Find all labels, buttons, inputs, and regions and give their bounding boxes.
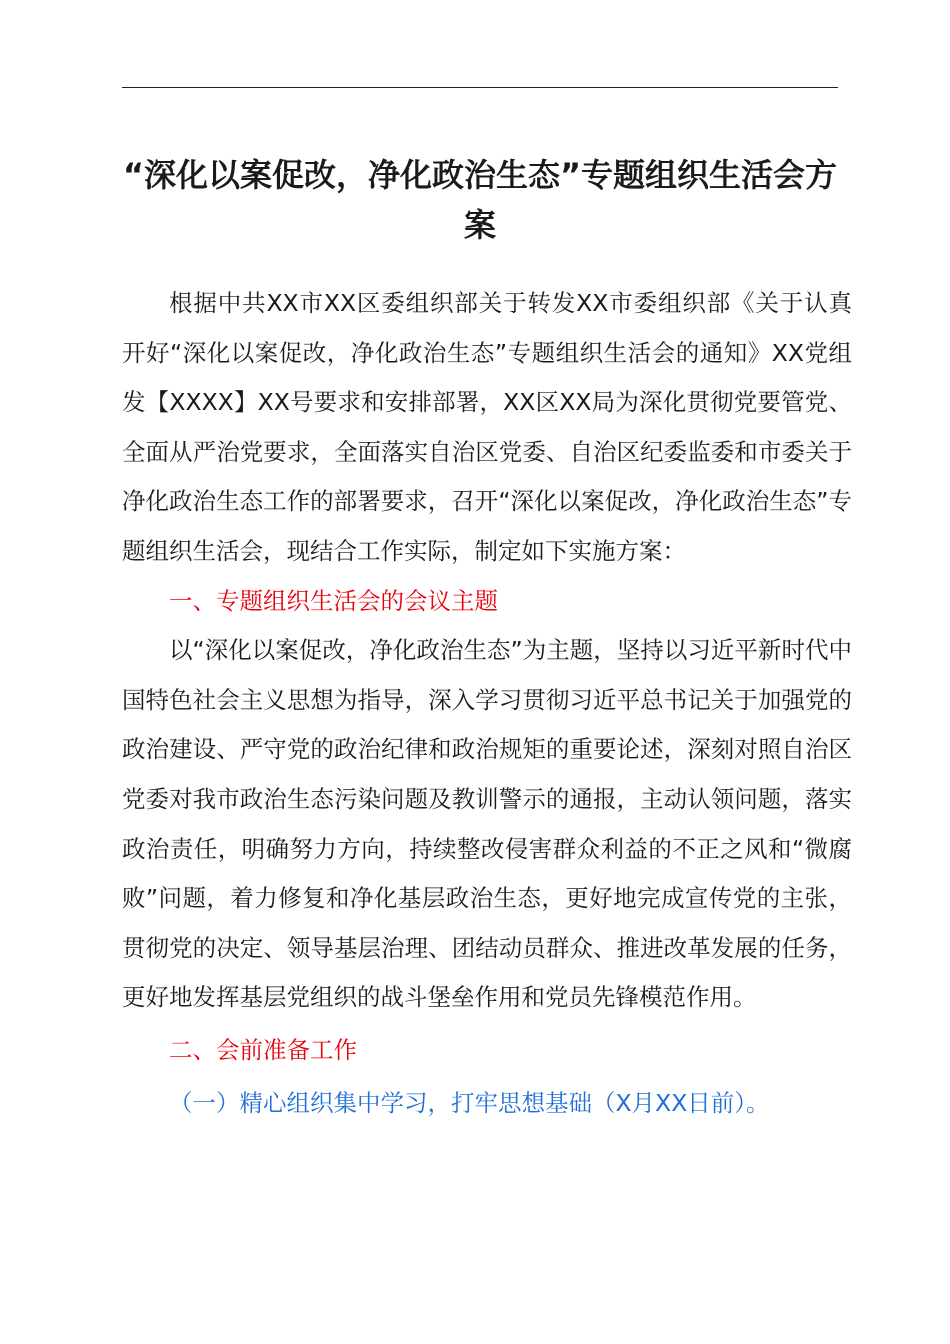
section-1-paragraph: 以“深化以案促改，净化政治生态”为主题，坚持以习近平新时代中国特色社会主义思想为指导，深入学习贯彻习近平总书记关于加强党的政治建设、严守党的政治纪律和政治规矩的重要论述，深刻对照自治区党委对我市政治生态污染问题及教训警示的通报，主动认领问题，落实政治责任，明确努力方向，持续整改侵害群众利益的不正之风和“微腐败”问题，着力修复和净化基层政治生态，更好地完成宣传党的主张，贯彻党的决定、领导基层治理、团结动员群众、推进改革发展的任务，更好地发挥基层党组织的战斗堡垒作用和党员先锋模范作用。 [122, 636, 852, 1012]
section-1-heading: 一、专题组织生活会的会议主题 [169, 586, 498, 615]
document-body [122, 279, 852, 1128]
section-2-subheading: （一）精心组织集中学习，打牢思想基础（X月XX日前）。 [169, 1088, 770, 1117]
intro-paragraph: 根据中共XX市XX区委组织部关于转发XX市委组织部《关于认真开好“深化以案促改，净化政治生态”专题组织生活会的通知》XX党组发【XXXX】XX号要求和安排部署，XX区XX局为深化贯彻党要管党、全面从严治党要求，全面落实自治区党委、自治区纪委监委和市委关于净化政治生态工作的部署要求，召开“深化以案促改，净化政治生态”专题组织生活会，现结合工作实际，制定如下实施方案： [122, 289, 852, 565]
document-title: “深化以案促改，净化政治生态”专题组织生活会方案 [122, 156, 838, 244]
header-rule [122, 87, 838, 88]
section-2-heading: 二、会前准备工作 [169, 1035, 357, 1064]
